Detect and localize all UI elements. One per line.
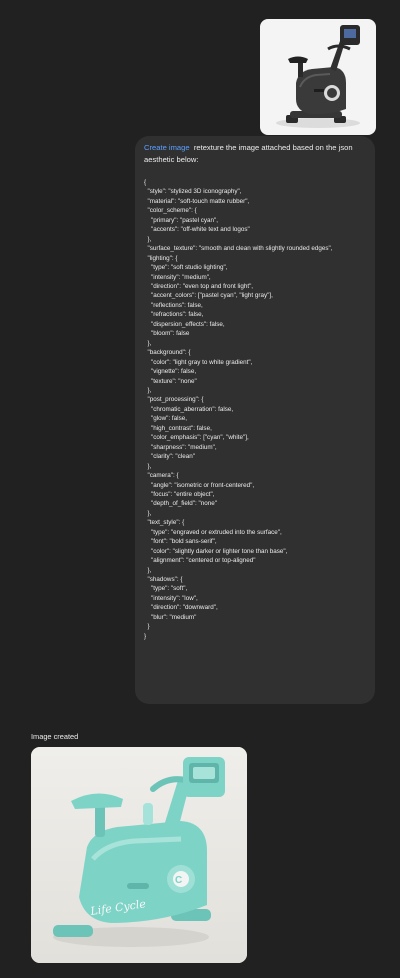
- json-line: "shadows": {: [144, 576, 183, 584]
- json-line: "type": "soft",: [144, 585, 188, 593]
- json-line: "color_scheme": {: [144, 207, 197, 215]
- json-line: "lighting": {: [144, 254, 178, 262]
- json-line: "direction": "even top and front light",: [144, 282, 254, 290]
- json-line: "text_style": {: [144, 519, 185, 527]
- message-header: [144, 142, 366, 166]
- prompt-text: retexture the image attached based on the json aesthetic below:: [144, 143, 353, 164]
- json-line: "type": "engraved or extruded into the surface",: [144, 528, 282, 536]
- json-line: "depth_of_field": "none": [144, 500, 218, 508]
- exercise-bike-render-icon: [31, 747, 247, 963]
- json-line: "vignette": false,: [144, 368, 197, 376]
- image-created-label: Image created: [31, 732, 79, 741]
- json-line: },: [144, 339, 152, 347]
- json-line: "post_processing": {: [144, 396, 204, 404]
- json-line: "glow": false,: [144, 415, 187, 423]
- json-line: "direction": "downward",: [144, 604, 218, 612]
- json-line: "focus": "entire object",: [144, 490, 215, 498]
- json-line: },: [144, 509, 152, 517]
- json-line: },: [144, 462, 152, 470]
- json-line: "accent_colors": ["pastel cyan", "light gray"],: [144, 292, 273, 300]
- json-line: "color": "slightly darker or lighter tone than base",: [144, 547, 288, 555]
- json-line: },: [144, 566, 152, 574]
- generated-image[interactable]: [31, 747, 247, 963]
- bike-logo-text: Life Cycle: [89, 897, 147, 918]
- exercise-bike-photo-icon: [260, 19, 376, 135]
- json-line: "sharpness": "medium",: [144, 443, 217, 451]
- json-line: "reflections": false,: [144, 301, 203, 309]
- json-line: "accents": "off-white text and logos": [144, 226, 250, 234]
- json-line: "texture": "none": [144, 377, 197, 385]
- json-line: "intensity": "medium",: [144, 273, 211, 281]
- json-line: }: [144, 623, 150, 631]
- json-line: "camera": {: [144, 472, 179, 480]
- json-line: "color_emphasis": ["cyan", "white"],: [144, 434, 249, 442]
- json-line: "font": "bold sans-serif",: [144, 538, 217, 546]
- user-message-bubble: [135, 136, 375, 704]
- json-line: "color": "light gray to white gradient",: [144, 358, 253, 366]
- attached-image[interactable]: [260, 19, 376, 135]
- json-line: }: [144, 632, 147, 640]
- create-image-tag[interactable]: Create image: [144, 143, 190, 152]
- json-line: "angle": "isometric or front-centered",: [144, 481, 255, 489]
- json-line: "intensity": "low",: [144, 594, 198, 602]
- json-line: "background": {: [144, 349, 191, 357]
- json-line: "blur": "medium": [144, 613, 197, 621]
- json-line: {: [144, 179, 147, 186]
- json-line: "high_contrast": false,: [144, 424, 212, 432]
- json-line: "type": "soft studio lighting",: [144, 264, 228, 272]
- json-line: "surface_texture": "smooth and clean with slightly rounded edges",: [144, 245, 333, 253]
- json-line: "chromatic_aberration": false,: [144, 405, 234, 413]
- json-line: "primary": "pastel cyan",: [144, 216, 219, 224]
- json-line: },: [144, 235, 152, 243]
- json-code-block: [144, 178, 366, 641]
- json-line: },: [144, 386, 152, 394]
- json-line: "alignment": "centered or top-aligned": [144, 557, 256, 565]
- json-line: "refractions": false,: [144, 311, 204, 319]
- json-line: "clarity": "clean": [144, 453, 195, 461]
- svg-text:C: C: [175, 875, 183, 886]
- json-line: "material": "soft-touch matte rubber",: [144, 197, 250, 205]
- json-line: "bloom": false: [144, 330, 190, 338]
- json-line: "dispersion_effects": false,: [144, 320, 225, 328]
- json-line: "style": "stylized 3D iconography",: [144, 188, 242, 196]
